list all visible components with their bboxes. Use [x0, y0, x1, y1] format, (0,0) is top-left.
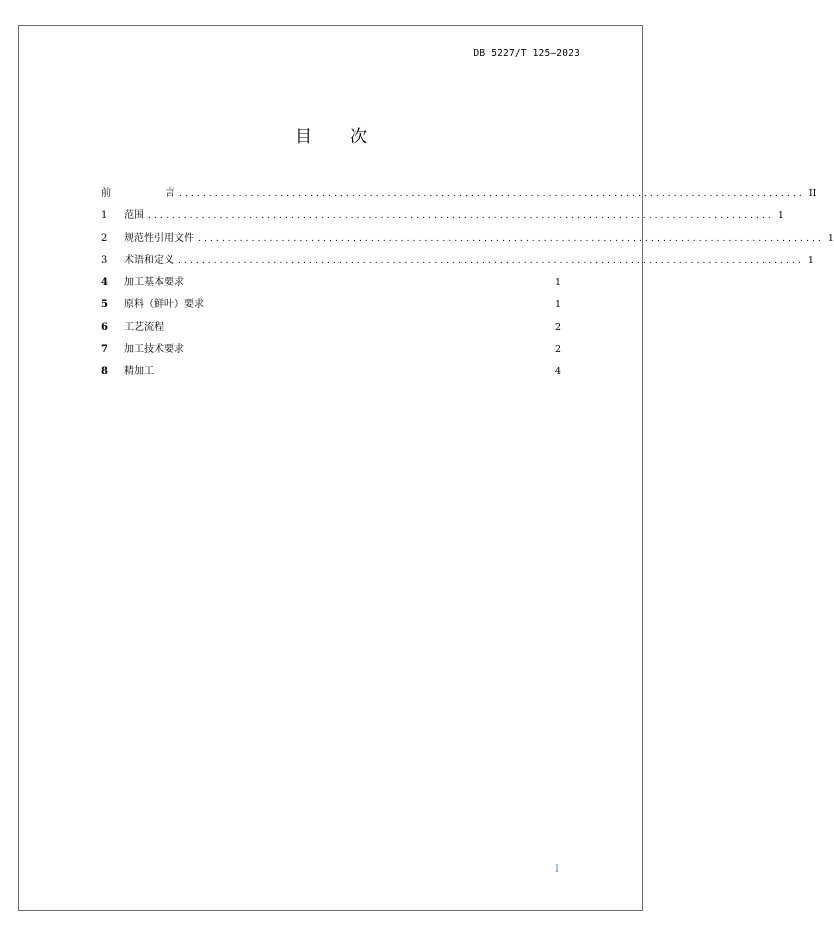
toc-entry-scope[interactable]	[101, 205, 784, 227]
toc-entry-number: 1	[101, 210, 108, 222]
toc-leader-dots: .........................................................................................................	[178, 255, 804, 266]
toc-entry-label: 术语和定义	[124, 254, 174, 266]
toc-entry-raw-material[interactable]	[101, 294, 561, 316]
toc-entry-number: 5	[101, 299, 108, 311]
toc-leader-dots: .........................................................................................................	[148, 211, 774, 222]
toc-title-char-2: 次	[350, 127, 367, 147]
toc-entry-label: 言	[165, 188, 175, 199]
toc-entry-label: 工艺流程	[124, 321, 164, 333]
toc-entry-label: 加工技术要求	[124, 344, 184, 356]
toc-entry-label: 加工基本要求	[124, 277, 184, 289]
toc-entry-number: 2	[101, 232, 108, 244]
toc-entry-number: 前	[101, 188, 111, 199]
toc-entry-page: 4	[554, 366, 561, 378]
toc-entry-page: 1	[554, 277, 561, 289]
toc-entry-terms-definitions[interactable]	[101, 250, 814, 272]
toc-entry-page: 1	[554, 299, 561, 311]
toc-leader-dots: .........................................................................................................	[179, 189, 805, 199]
toc-entry-number: 6	[101, 321, 108, 333]
toc-entry-preface[interactable]	[101, 183, 817, 205]
toc-entry-page: 1	[827, 232, 834, 244]
toc-leader-dots: .........................................................................................................	[198, 233, 824, 244]
page-number: I	[555, 864, 559, 875]
toc-entry-technical-requirements[interactable]	[101, 339, 561, 361]
toc-entry-label: 精加工	[124, 366, 154, 378]
toc-entry-refining[interactable]	[101, 361, 561, 383]
table-of-contents	[101, 183, 834, 384]
toc-entry-normative-references[interactable]	[101, 228, 834, 250]
toc-entry-number: 4	[101, 277, 108, 289]
toc-entry-label: 范围	[124, 210, 144, 222]
toc-entry-label: 规范性引用文件	[124, 232, 194, 244]
toc-entry-label: 原料（鲜叶）要求	[124, 299, 204, 311]
toc-title	[0, 122, 662, 147]
toc-entry-page: 1	[807, 254, 814, 266]
toc-entry-page: 1	[777, 210, 784, 222]
toc-entry-page: 2	[554, 344, 561, 356]
document-page	[18, 25, 643, 911]
toc-entry-page: 2	[554, 321, 561, 333]
toc-entry-number: 7	[101, 344, 108, 356]
toc-entry-process-flow[interactable]	[101, 317, 561, 339]
toc-entry-number: 3	[101, 254, 108, 266]
document-id: DB 5227/T 125—2023	[473, 48, 580, 59]
toc-entry-basic-requirements[interactable]	[101, 272, 561, 294]
toc-title-char-1: 目	[295, 127, 312, 147]
toc-entry-page: II	[808, 188, 817, 199]
toc-entry-number: 8	[101, 366, 108, 378]
